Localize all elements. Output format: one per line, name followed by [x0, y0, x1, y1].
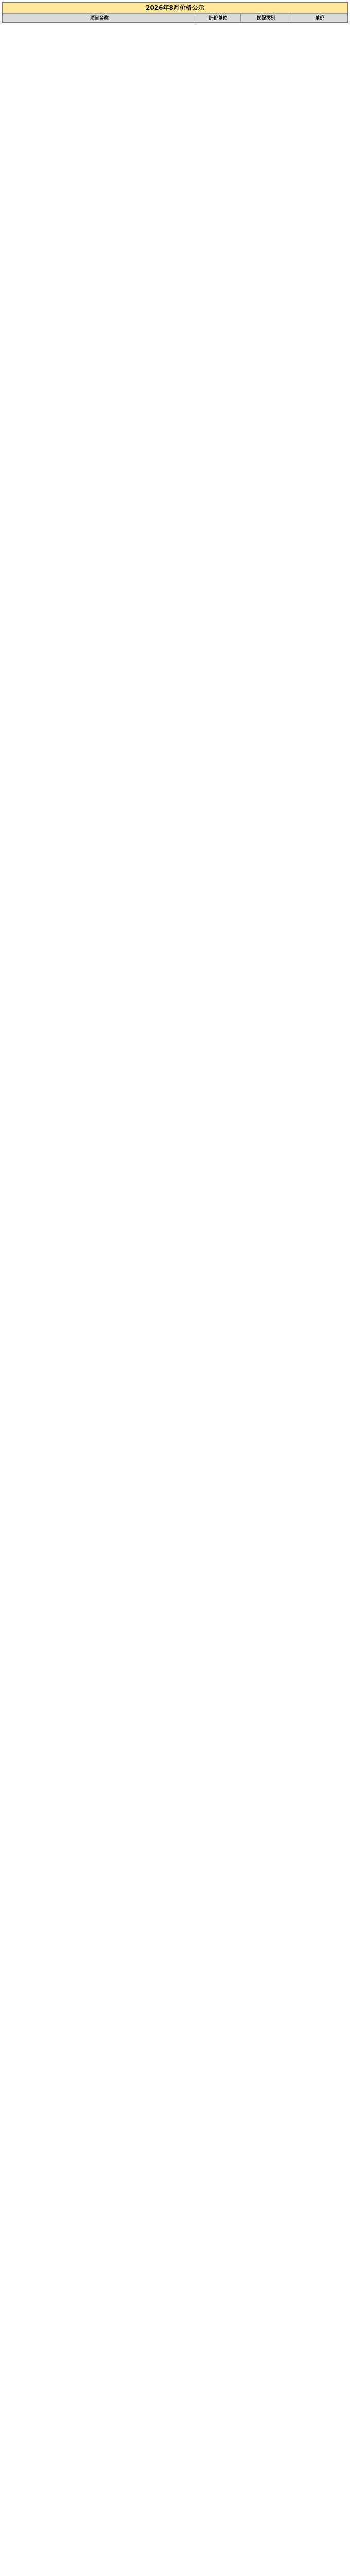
column-header-class: 医保类别	[240, 14, 292, 22]
table-header-row	[3, 14, 347, 22]
page-title: 2026年8月价格公示	[3, 3, 347, 13]
column-header-unit: 计价单位	[196, 14, 240, 22]
column-header-name: 项目名称	[3, 14, 196, 22]
price-list-sheet	[2, 2, 348, 23]
price-table	[3, 13, 347, 22]
column-header-price: 单价	[292, 14, 347, 22]
